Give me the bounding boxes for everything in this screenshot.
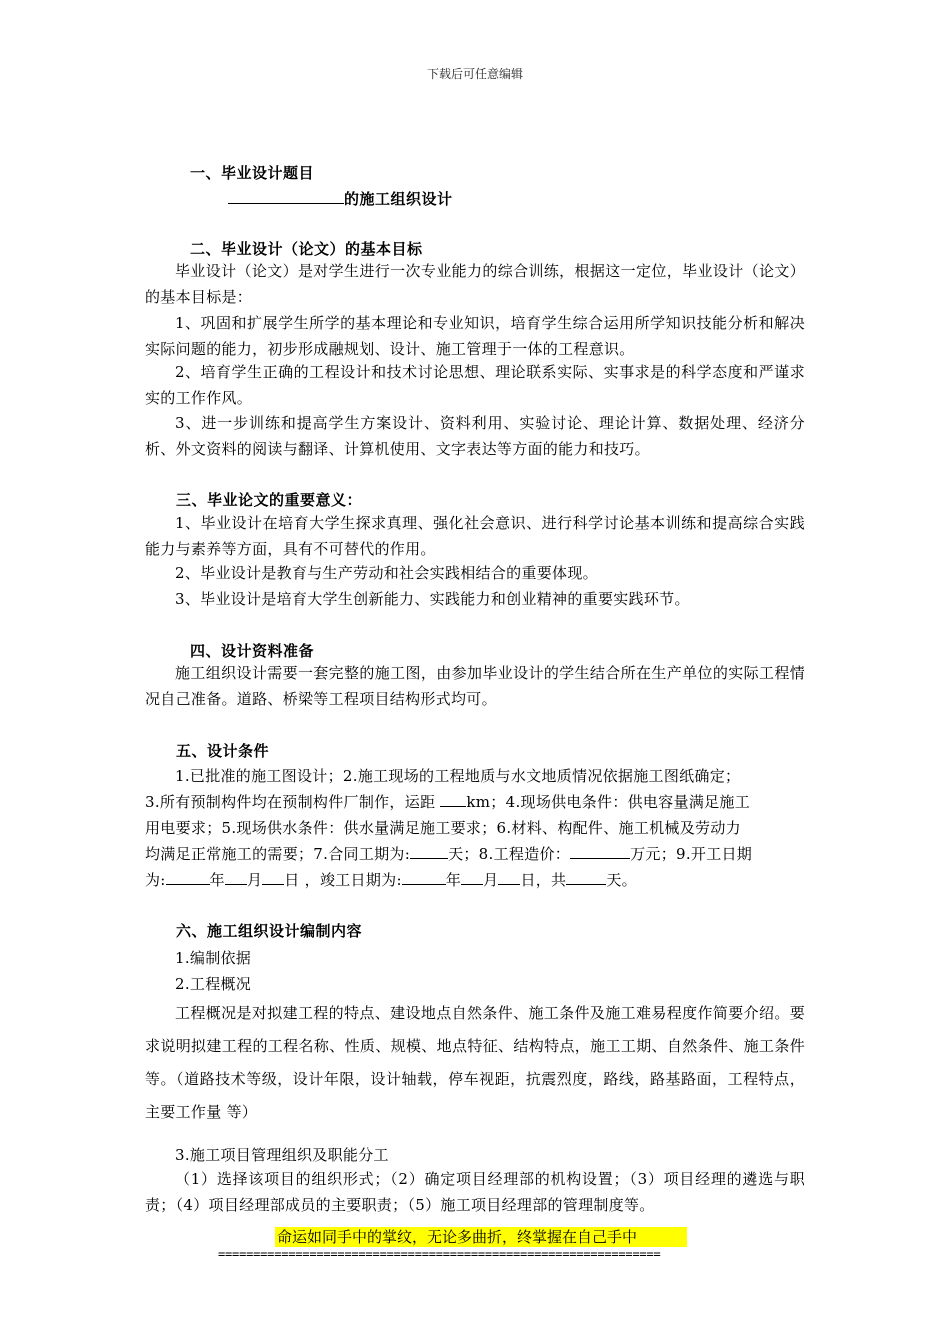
section-4-text: 施工组织设计需要一套完整的施工图，由参加毕业设计的学生结合所在生产单位的实际工程情况自己准备。道路、桥梁等工程项目结构形式均可。 <box>145 664 805 708</box>
condition-5g: 日，共 <box>520 871 567 889</box>
total-days-blank <box>566 870 606 885</box>
content-item-3: 3.施工项目管理组织及职能分工 <box>175 1146 389 1164</box>
section-6-heading: 六、施工组织设计编制内容 <box>176 922 363 940</box>
overview-text: 工程概况是对拟建工程的特点、建设地点自然条件、施工条件及施工难易程度作简要介绍。要求说明拟建工程的工程名称、性质、规模、地点特征、结构特点，施工工期、自然条件、施工条件等。（道路技术等级，设计年限，设计轴载，停车视距，抗震烈度，路线，路基路面，工程特点，主要工作量 等） <box>145 1004 805 1121</box>
condition-5e: 年 <box>445 871 462 889</box>
period-blank <box>410 844 448 859</box>
condition-line-2 <box>145 791 805 812</box>
condition-5a: 为: <box>145 871 166 889</box>
condition-line-4 <box>145 843 805 864</box>
section-3-item-3: 3、毕业设计是培育大学生创新能力、实践能力和创业精神的重要实践环节。 <box>175 590 690 608</box>
footer-rule: =============================================================== <box>218 1247 661 1261</box>
distance-blank <box>440 792 466 807</box>
condition-5h: 天。 <box>606 871 637 889</box>
section-2-item-3: 3、进一步训练和提高学生方案设计、资料利用、实验讨论、理论计算、数据处理、经济分析、外文资料的阅读与翻译、计算机使用、文字表达等方面的能力和技巧。 <box>145 414 805 458</box>
motto-highlight: 命运如同手中的掌纹，无论多曲折，终掌握在自己手中 <box>275 1227 687 1247</box>
section-2-intro: 毕业设计（论文）是对学生进行一次专业能力的综合训练，根据这一定位，毕业设计（论文）的基本目标是： <box>145 262 805 306</box>
condition-line-5 <box>145 869 805 890</box>
condition-2a: 3.所有预制构件均在预制构件厂制作，运距 <box>145 793 441 811</box>
section-3-item-2: 2、毕业设计是教育与生产劳动和社会实践相结合的重要体现。 <box>175 564 598 582</box>
end-day-blank <box>498 870 520 885</box>
start-month-blank <box>225 870 247 885</box>
section-1-heading: 一、毕业设计题目 <box>190 164 315 182</box>
section-2-item-1: 1、巩固和扩展学生所学的基本理论和专业知识，培育学生综合运用所学知识技能分析和解决实际问题的能力，初步形成融规划、设计、施工管理于一体的工程意识。 <box>145 314 805 358</box>
start-year-blank <box>166 870 210 885</box>
section-2-heading: 二、毕业设计（论文）的基本目标 <box>190 240 423 258</box>
condition-4b: 天；8.工程造价： <box>448 845 571 863</box>
section-5-heading: 五、设计条件 <box>176 742 270 760</box>
header-note: 下载后可任意编辑 <box>426 67 523 81</box>
cost-blank <box>570 844 630 859</box>
condition-line-3: 用电要求；5.现场供水条件：供水量满足施工要求；6.材料、构配件、施工机械及劳动力 <box>145 819 741 837</box>
condition-4a: 均满足正常施工的需要；7.合同工期为: <box>145 845 411 863</box>
condition-5f: 月 <box>483 871 499 889</box>
end-year-blank <box>402 870 446 885</box>
section-3-heading: 三、毕业论文的重要意义： <box>176 491 363 509</box>
end-month-blank <box>461 870 483 885</box>
design-title <box>228 188 453 209</box>
condition-5b: 年 <box>209 871 225 889</box>
condition-4c: 万元；9.开工日期 <box>630 845 753 863</box>
condition-2b: km；4.现场供电条件：供电容量满足施工 <box>466 793 751 811</box>
content-item-3-text: （1）选择该项目的组织形式；（2）确定项目经理部的机构设置；（3）项目经理的遴选与职责；（4）项目经理部成员的主要职责；（5）施工项目经理部的管理制度等。 <box>145 1170 805 1214</box>
content-item-2: 2.工程概况 <box>175 975 252 993</box>
content-item-1: 1.编制依据 <box>175 949 252 967</box>
condition-5d: 日 ，竣工日期为: <box>284 871 402 889</box>
section-3-item-1: 1、毕业设计在培育大学生探求真理、强化社会意识、进行科学讨论基本训练和提高综合实践能力与素养等方面，具有不可替代的作用。 <box>145 514 805 558</box>
condition-5c: 月 <box>246 871 263 889</box>
section-2-item-2: 2、培育学生正确的工程设计和技术讨论思想、理论联系实际、实事求是的科学态度和严谨求实的工作作风。 <box>145 363 805 407</box>
title-blank <box>228 189 344 204</box>
condition-line-1: 1.已批准的施工图设计；2.施工现场的工程地质与水文地质情况依据施工图纸确定； <box>175 767 741 785</box>
design-title-suffix: 的施工组织设计 <box>344 190 453 208</box>
start-day-blank <box>262 870 284 885</box>
section-4-heading: 四、设计资料准备 <box>190 642 315 660</box>
